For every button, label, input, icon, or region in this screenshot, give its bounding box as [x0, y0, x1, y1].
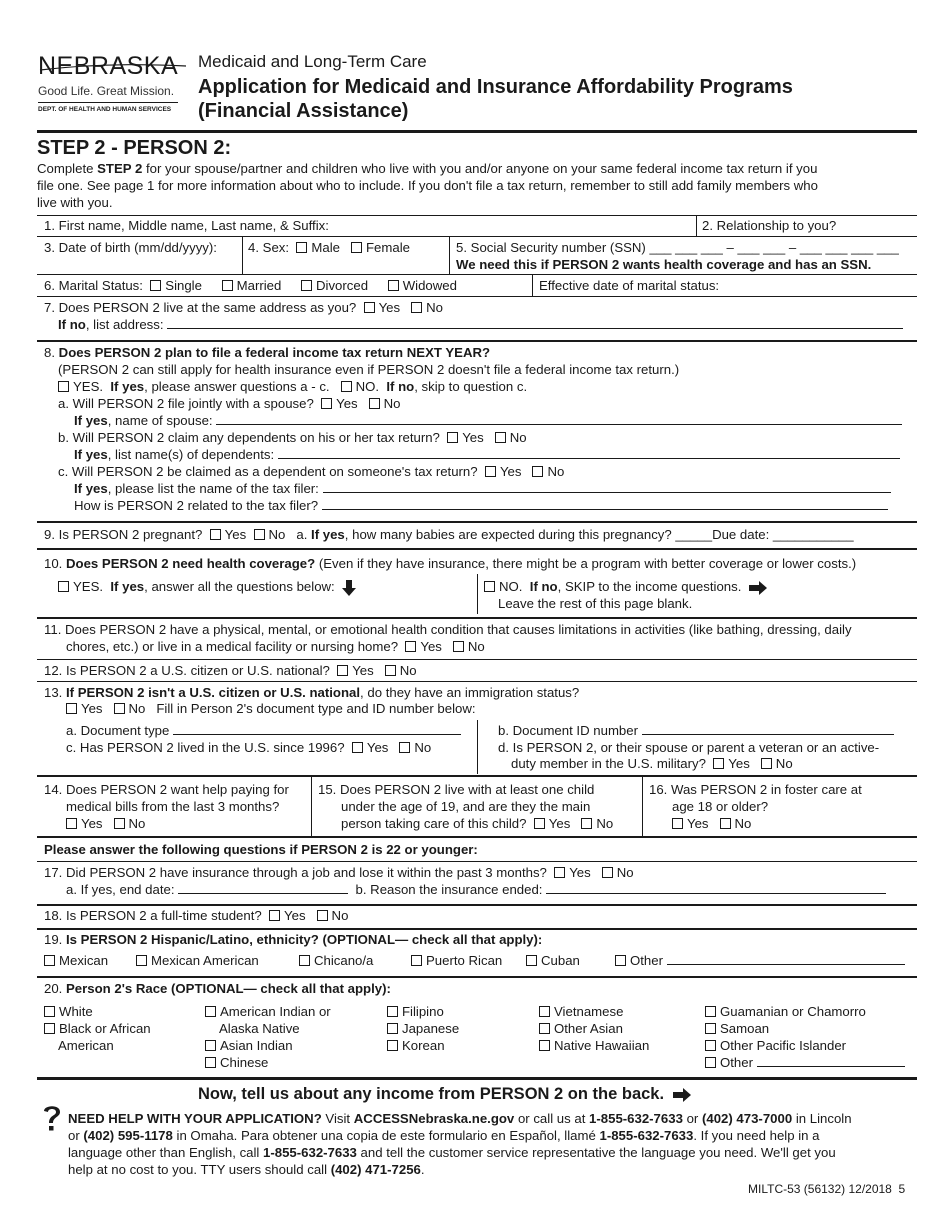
q20-heading: 20. Person 2's Race (OPTIONAL— check all that apply):	[44, 981, 391, 996]
q17b-reason-field[interactable]	[546, 882, 886, 894]
q20-other-pacific-islander: Other Pacific Islander	[705, 1038, 846, 1054]
q17a-end-date-field[interactable]	[178, 882, 348, 894]
q13a-document-type: a. Document type	[66, 723, 461, 739]
q6-effective-date-label: Effective date of marital status:	[539, 278, 720, 293]
q20-japanese: Japanese	[387, 1021, 459, 1037]
q18-checkbox-no[interactable]	[317, 910, 328, 921]
q20-checkbox-asian-indian[interactable]	[205, 1040, 216, 1051]
agency-logo	[38, 52, 188, 113]
q10-no-option: NO. If no, SKIP to the income questions.	[484, 579, 767, 595]
q20-other: Other	[705, 1055, 905, 1071]
logo-state: NEBRASKA	[38, 52, 179, 80]
q15-line1: 15. Does PERSON 2 live with at least one child	[318, 782, 595, 797]
help-line2: or (402) 595-1178 in Omaha. Para obtener una copia de este formulario en Español, llamé 1-855-632-7633. If you need help in a	[68, 1128, 820, 1143]
q20-black-line2: American	[58, 1038, 114, 1053]
help-line3: language other than English, call 1-855-632-7633 and tell the customer service representative the language you need. We'll get you	[68, 1145, 836, 1160]
q20-filipino: Filipino	[387, 1004, 444, 1020]
q20-checkbox-vietnamese[interactable]	[539, 1006, 550, 1017]
q5-ssn-label: 5. Social Security number (SSN) ___ ___ ___ – ___ ___ – ___ ___ ___ ___	[456, 240, 899, 255]
q13b-document-id-field[interactable]	[642, 723, 894, 735]
q10-checkbox-yes[interactable]	[58, 581, 69, 592]
q11-line2: chores, etc.) or live in a medical facility or nursing home? Yes No	[66, 639, 485, 654]
q12-citizen: 12. Is PERSON 2 a U.S. citizen or U.S. national? Yes No	[44, 663, 417, 678]
checkbox-female[interactable]	[351, 242, 362, 253]
q20-other-field[interactable]	[757, 1055, 905, 1067]
q16-checkbox-yes[interactable]	[672, 818, 683, 829]
q20-checkbox-korean[interactable]	[387, 1040, 398, 1051]
q4-sex: 4. Sex: Male Female	[248, 240, 410, 255]
q17-checkbox-yes[interactable]	[554, 867, 565, 878]
page-number: 5	[898, 1182, 906, 1196]
q13d-checkbox-yes[interactable]	[713, 758, 724, 769]
q8-heading: 8. Does PERSON 2 plan to file a federal income tax return NEXT YEAR?	[44, 345, 491, 360]
q19-mexican-american: Mexican American	[136, 953, 259, 969]
q20-checkbox-guamanian[interactable]	[705, 1006, 716, 1017]
q16-yes-no: Yes No	[672, 816, 751, 832]
q8-yes-no: YES. If yes, please answer questions a - c. NO. If no, skip to question c.	[58, 379, 527, 395]
q20-checkbox-samoan[interactable]	[705, 1023, 716, 1034]
q8b-dependents-field[interactable]	[278, 447, 900, 459]
q13c-since-1996: c. Has PERSON 2 lived in the U.S. since 1996? Yes No	[66, 740, 432, 755]
q1-name-label: 1. First name, Middle name, Last name, & Suffix:	[44, 218, 329, 233]
q13d-checkbox-no[interactable]	[761, 758, 772, 769]
q19-checkbox-mexican[interactable]	[44, 955, 55, 966]
q13a-document-type-field[interactable]	[173, 723, 461, 735]
step-intro-1: Complete STEP 2 for your spouse/partner and children who live with you and/or anyone on your same federal income tax return if you	[37, 161, 818, 176]
help-line4: help at no cost to you. TTY users should call (402) 471-7256.	[68, 1162, 425, 1177]
step-intro-2: file one. See page 1 for more information about who to include. If you don't file a tax return, remember to still add family members who	[37, 178, 818, 193]
step-intro-3: live with you.	[37, 195, 113, 210]
q8c-relation: How is PERSON 2 related to the tax filer?	[74, 498, 888, 514]
q19-puerto-rican: Puerto Rican	[411, 953, 502, 969]
q8b-claim-dependents: b. Will PERSON 2 claim any dependents on his or her tax return? Yes No	[58, 430, 527, 445]
q13b-document-id: b. Document ID number	[498, 723, 894, 739]
q20-chinese: Chinese	[205, 1055, 268, 1071]
q8c-tax-filer: If yes, please list the name of the tax filer:	[74, 481, 891, 497]
q20-checkbox-other-pacific-islander[interactable]	[705, 1040, 716, 1051]
q20-checkbox-white[interactable]	[44, 1006, 55, 1017]
q12-checkbox-yes[interactable]	[337, 665, 348, 676]
q15-line3: person taking care of this child? Yes No	[341, 816, 614, 831]
q13c-checkbox-yes[interactable]	[352, 742, 363, 753]
arrow-right-icon	[673, 1088, 691, 1102]
q8a-spouse-field[interactable]	[216, 413, 902, 425]
checkbox-widowed[interactable]	[388, 280, 399, 291]
income-next-step: Now, tell us about any income from PERSON 2 on the back.	[198, 1084, 691, 1104]
page-subtitle: (Financial Assistance)	[198, 100, 409, 122]
q15-checkbox-yes[interactable]	[534, 818, 545, 829]
q20-white: White	[44, 1004, 93, 1020]
checkbox-divorced[interactable]	[301, 280, 312, 291]
q17-lost-insurance: 17. Did PERSON 2 have insurance through a job and lose it within the past 3 months? Yes No	[44, 865, 634, 880]
q20-korean: Korean	[387, 1038, 445, 1054]
q8-checkbox-yes[interactable]	[58, 381, 69, 392]
q20-vietnamese: Vietnamese	[539, 1004, 623, 1020]
q2-relationship-label: 2. Relationship to you?	[702, 218, 837, 233]
q11-checkbox-yes[interactable]	[405, 641, 416, 652]
q14-yes-no: Yes No	[66, 816, 145, 832]
checkbox-married[interactable]	[222, 280, 233, 291]
q16-line1: 16. Was PERSON 2 in foster care at	[649, 782, 862, 797]
q19-heading: 19. Is PERSON 2 Hispanic/Latino, ethnicity? (OPTIONAL— check all that apply):	[44, 932, 543, 947]
q20-american-indian-line2: Alaska Native	[219, 1021, 300, 1036]
help-line1: NEED HELP WITH YOUR APPLICATION? Visit ACCESSNebraska.ne.gov or call us at 1-855-632-7633 or (402) 473-7000 in Lincoln	[68, 1111, 852, 1126]
arrow-right-icon	[749, 581, 767, 595]
logo-swoosh-icon	[38, 64, 188, 72]
agency-name: Medicaid and Long-Term Care	[198, 52, 427, 71]
q20-checkbox-chinese[interactable]	[205, 1057, 216, 1068]
q19-mexican: Mexican	[44, 953, 108, 969]
q18-checkbox-yes[interactable]	[269, 910, 280, 921]
q8c-checkbox-yes[interactable]	[485, 466, 496, 477]
logo-tagline: Good Life. Great Mission.	[38, 84, 175, 98]
q8c-checkbox-no[interactable]	[532, 466, 543, 477]
q6-marital-status: 6. Marital Status: Single Married Divorced Widowed	[44, 278, 457, 293]
q7-same-address: 7. Does PERSON 2 live at the same address as you? Yes No	[44, 300, 443, 315]
q10-health-coverage: 10. Does PERSON 2 need health coverage? (Even if they have insurance, there might be a program with better coverage or lower costs.)	[44, 556, 857, 571]
section-22-or-younger: Please answer the following questions if PERSON 2 is 22 or younger:	[44, 842, 478, 857]
q20-checkbox-american-indian[interactable]	[205, 1006, 216, 1017]
q8b-dependents-names: If yes, list name(s) of dependents:	[74, 447, 900, 463]
q8c-claimed-dependent: c. Will PERSON 2 be claimed as a dependent on someone's tax return? Yes No	[58, 464, 565, 479]
q14-checkbox-no[interactable]	[114, 818, 125, 829]
q13c-checkbox-no[interactable]	[399, 742, 410, 753]
q19-checkbox-chicano[interactable]	[299, 955, 310, 966]
q16-checkbox-no[interactable]	[720, 818, 731, 829]
page-title: Application for Medicaid and Insurance Affordability Programs	[198, 76, 793, 98]
q20-checkbox-other-asian[interactable]	[539, 1023, 550, 1034]
q10-yes-option: YES. If yes, answer all the questions below:	[58, 579, 356, 596]
q8a-file-jointly: a. Will PERSON 2 file jointly with a spouse? Yes No	[58, 396, 401, 411]
q10-no-note: Leave the rest of this page blank.	[498, 596, 693, 611]
q8a-spouse-name: If yes, name of spouse:	[74, 413, 902, 429]
q10-checkbox-no[interactable]	[484, 581, 495, 592]
q8c-tax-filer-field[interactable]	[323, 481, 891, 493]
q14-checkbox-yes[interactable]	[66, 818, 77, 829]
q8a-checkbox-no[interactable]	[369, 398, 380, 409]
checkbox-male[interactable]	[296, 242, 307, 253]
q15-checkbox-no[interactable]	[581, 818, 592, 829]
q13-checkbox-yes[interactable]	[66, 703, 77, 714]
q17-follow-up: a. If yes, end date: b. Reason the insurance ended:	[66, 882, 886, 898]
q11-checkbox-no[interactable]	[453, 641, 464, 652]
form-id: MILTC-53 (56132) 12/2018 5	[748, 1182, 906, 1196]
q20-asian-indian: Asian Indian	[205, 1038, 293, 1054]
q20-guamanian: Guamanian or Chamorro	[705, 1004, 866, 1020]
q7-checkbox-no[interactable]	[411, 302, 422, 313]
q5-ssn-note: We need this if PERSON 2 wants health coverage and has an SSN.	[456, 257, 872, 272]
q14-line1: 14. Does PERSON 2 want help paying for	[44, 782, 289, 797]
q9-pregnant: 9. Is PERSON 2 pregnant? Yes No a. If yes, how many babies are expected during this pregnancy? _____Due date: ___________	[44, 527, 854, 542]
q20-other-asian: Other Asian	[539, 1021, 623, 1037]
q16-line2: age 18 or older?	[672, 799, 769, 814]
q17-checkbox-no[interactable]	[602, 867, 613, 878]
q19-checkbox-other[interactable]	[615, 955, 626, 966]
q7-checkbox-yes[interactable]	[364, 302, 375, 313]
q19-checkbox-puerto-rican[interactable]	[411, 955, 422, 966]
help-question-icon	[40, 1102, 64, 1134]
checkbox-single[interactable]	[150, 280, 161, 291]
q20-american-indian: American Indian or	[205, 1004, 331, 1020]
q13-yes-no: Yes No Fill in Person 2's document type and ID number below:	[66, 701, 476, 717]
q8c-relation-field[interactable]	[322, 498, 888, 510]
q19-checkbox-cuban[interactable]	[526, 955, 537, 966]
q20-checkbox-native-hawaiian[interactable]	[539, 1040, 550, 1051]
q20-black: Black or African	[44, 1021, 151, 1037]
q18-student: 18. Is PERSON 2 a full-time student? Yes No	[44, 908, 349, 923]
q13d-veteran-line2: duty member in the U.S. military? Yes No	[511, 756, 793, 771]
help-website-link[interactable]: ACCESSNebraska.ne.gov	[353, 1111, 515, 1126]
q20-checkbox-other[interactable]	[705, 1057, 716, 1068]
q20-checkbox-filipino[interactable]	[387, 1006, 398, 1017]
q9-checkbox-yes[interactable]	[210, 529, 221, 540]
q13d-veteran-line1: d. Is PERSON 2, or their spouse or parent a veteran or an active-	[498, 740, 880, 755]
q19-checkbox-mexican-american[interactable]	[136, 955, 147, 966]
q14-line2: medical bills from the last 3 months?	[66, 799, 280, 814]
q9-checkbox-no[interactable]	[254, 529, 265, 540]
q15-line2: under the age of 19, and are they the main	[341, 799, 591, 814]
ssn-field[interactable]: ___ ___ ___ – ___ ___ – ___ ___ ___ ___	[649, 240, 899, 255]
q8-note: (PERSON 2 can still apply for health insurance even if PERSON 2 doesn't file a federal income tax return.)	[58, 362, 680, 377]
q8b-checkbox-no[interactable]	[495, 432, 506, 443]
q11-line1: 11. Does PERSON 2 have a physical, mental, or emotional health condition that causes limitations in activities (like bathing, dressing, daily	[44, 622, 852, 637]
q20-samoan: Samoan	[705, 1021, 769, 1037]
q7-address-field[interactable]	[167, 317, 903, 329]
step-title: STEP 2 - PERSON 2:	[37, 137, 232, 159]
q7-address: If no, list address:	[58, 317, 903, 333]
q8-checkbox-no[interactable]	[341, 381, 352, 392]
q3-dob-label: 3. Date of birth (mm/dd/yyyy):	[44, 240, 217, 255]
q20-checkbox-black[interactable]	[44, 1023, 55, 1034]
arrow-down-icon	[342, 580, 356, 596]
q8b-checkbox-yes[interactable]	[447, 432, 458, 443]
q12-checkbox-no[interactable]	[385, 665, 396, 676]
q13-heading: 13. If PERSON 2 isn't a U.S. citizen or U.S. national, do they have an immigration status?	[44, 685, 580, 700]
q19-chicano: Chicano/a	[299, 953, 373, 969]
q8a-checkbox-yes[interactable]	[321, 398, 332, 409]
q19-cuban: Cuban	[526, 953, 580, 969]
q20-checkbox-japanese[interactable]	[387, 1023, 398, 1034]
q20-native-hawaiian: Native Hawaiian	[539, 1038, 649, 1054]
q19-other-field[interactable]	[667, 953, 905, 965]
logo-dept: DEPT. OF HEALTH AND HUMAN SERVICES	[38, 106, 172, 113]
q13-checkbox-no[interactable]	[114, 703, 125, 714]
q19-other: Other	[615, 953, 905, 969]
